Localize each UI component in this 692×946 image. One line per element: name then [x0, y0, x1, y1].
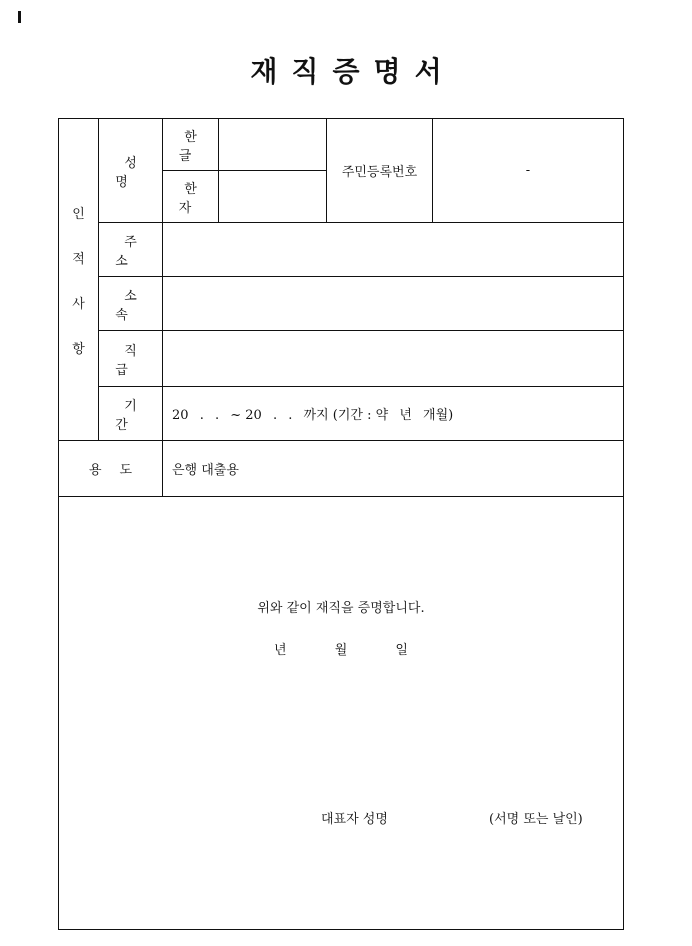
document-title: 재직증명서 [250, 55, 456, 88]
employment-certificate-form [58, 118, 624, 930]
section-char-4: 항 [72, 341, 85, 357]
address-label: 주소 [99, 223, 163, 277]
period-start-dot-2: . [214, 408, 220, 423]
purpose-label: 용도 [59, 441, 163, 497]
address-field[interactable] [163, 223, 624, 277]
period-end-dot-2: . [288, 408, 293, 423]
hangul-label: 한글 [163, 119, 219, 171]
section-char-2: 적 [72, 251, 85, 267]
period-end-dot-1: . [272, 408, 278, 423]
certification-statement: 위와 같이 재직을 증명합니다. [257, 601, 425, 616]
period-year-unit: 년 [399, 408, 412, 423]
rank-field[interactable] [163, 331, 624, 387]
issue-date-line [59, 639, 623, 658]
period-start-year: 20 [172, 408, 189, 423]
period-start-dot-1: . [199, 408, 204, 423]
section-char-3: 사 [72, 296, 85, 312]
representative-label: 대표자 성명 [321, 812, 388, 827]
date-month-unit: 월 [334, 643, 348, 658]
text-cursor-mark [18, 11, 21, 23]
affiliation-label: 소속 [99, 277, 163, 331]
resident-id-field[interactable]: - [433, 119, 624, 223]
purpose-field[interactable]: 은행 대출용 [163, 441, 624, 497]
signature-note: (서명 또는 날인) [489, 812, 583, 827]
resident-id-label: 주민등록번호 [327, 119, 433, 223]
period-label: 기간 [99, 387, 163, 441]
period-until-text: 까지 (기간 : 약 [303, 408, 389, 423]
rank-label: 직급 [99, 331, 163, 387]
date-day-unit: 일 [395, 643, 408, 658]
employment-period-field[interactable] [163, 387, 624, 441]
certification-area [59, 497, 624, 930]
hangul-name-field[interactable] [219, 119, 327, 171]
hanja-label: 한자 [163, 171, 219, 223]
period-end-year: ~ 20 [230, 408, 262, 423]
personal-info-section-label [59, 119, 99, 441]
period-month-unit: 개월) [423, 408, 454, 423]
date-year-unit: 년 [274, 643, 287, 658]
affiliation-field[interactable] [163, 277, 624, 331]
section-char-1: 인 [72, 206, 85, 222]
hanja-name-field[interactable] [219, 171, 327, 223]
name-label: 성명 [99, 119, 163, 223]
